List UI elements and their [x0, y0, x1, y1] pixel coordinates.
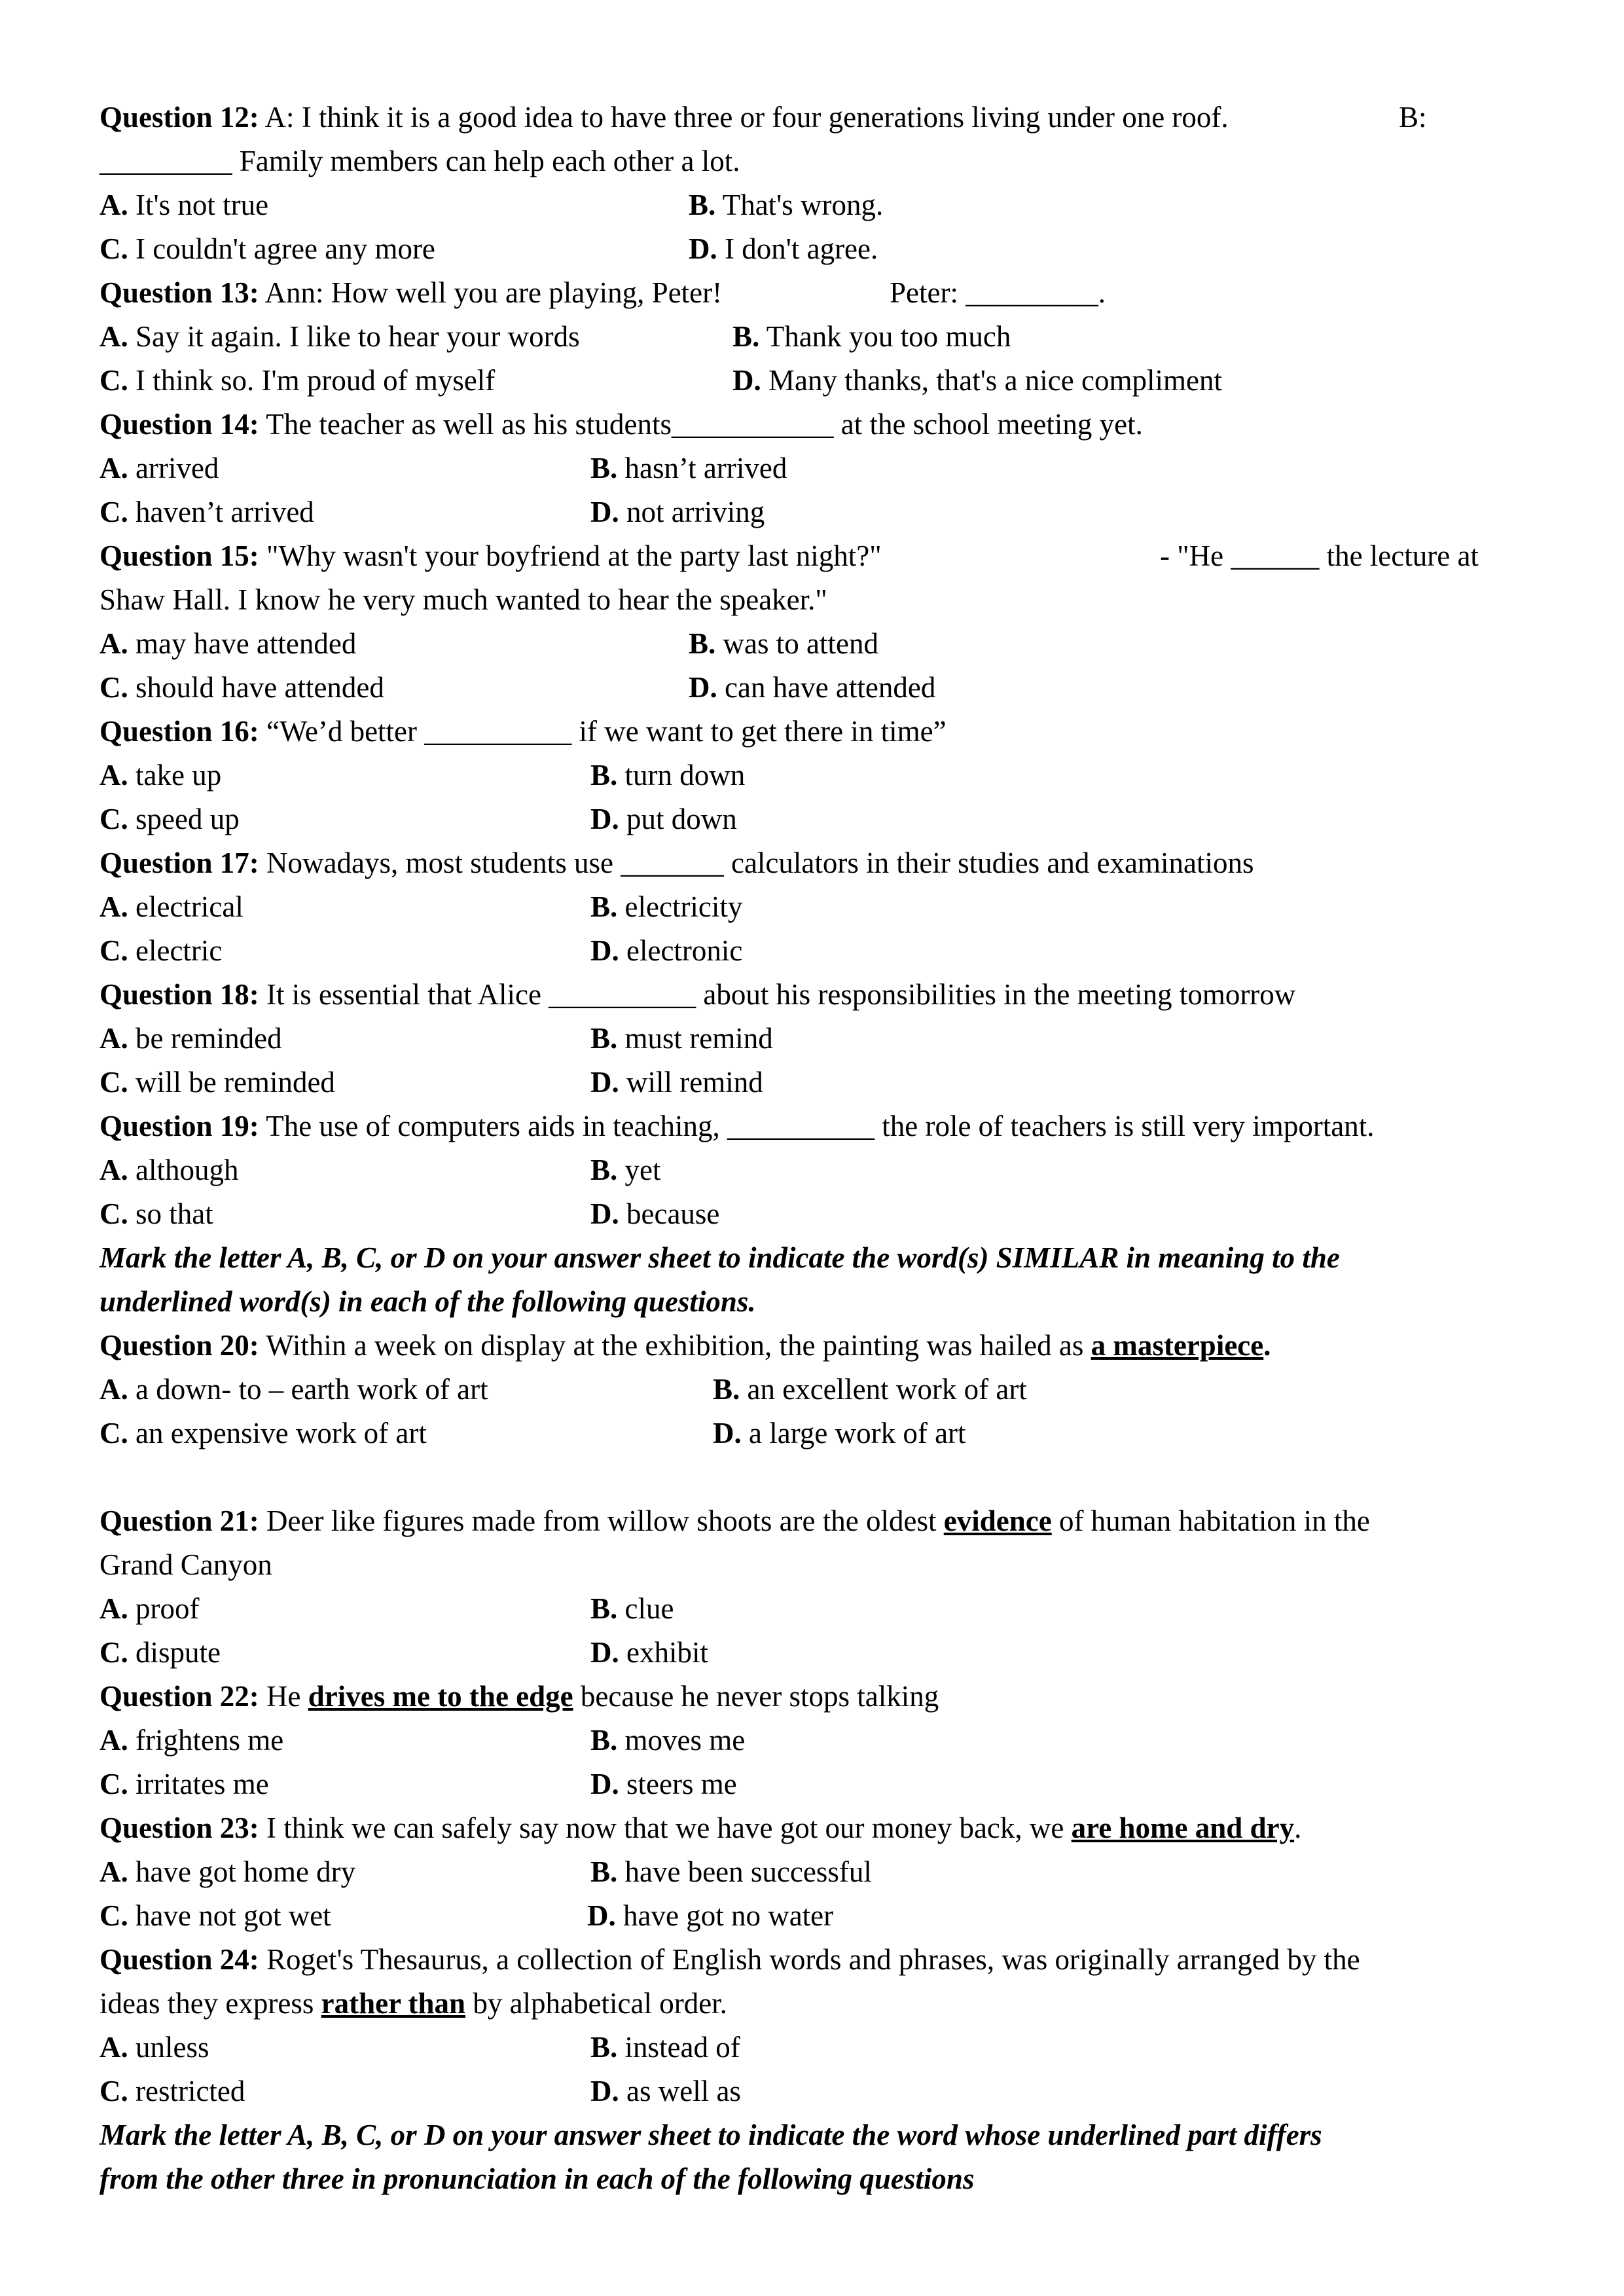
option-row	[99, 1850, 1540, 1894]
option-b[interactable]: B. moves me	[590, 1724, 746, 1757]
option-row	[99, 1368, 1540, 1412]
option-a[interactable]: A. although	[99, 1154, 239, 1186]
question-label: Question 24:	[99, 1943, 259, 1976]
question-text: Shaw Hall. I know he very much wanted to hear the speaker."	[99, 583, 827, 616]
option-d[interactable]: D. will remind	[590, 1066, 763, 1099]
question-21: Question 21: Deer like figures made from willow shoots are the oldest evidence of human habitation in the	[99, 1504, 1370, 1537]
question-15-cont	[99, 578, 1540, 622]
option-a[interactable]: A. electrical	[99, 890, 244, 923]
option-a[interactable]: A. arrived	[99, 452, 219, 484]
question-label: Question 21:	[99, 1504, 259, 1537]
option-c[interactable]: C. restricted	[99, 2075, 245, 2107]
section-instruction: Mark the letter A, B, C, or D on your answer sheet to indicate the word(s) SIMILAR in meaning to the	[99, 1241, 1340, 1274]
question-text: Nowadays, most students use _______ calculators in their studies and examinations	[266, 847, 1254, 879]
peter-reply: Peter: _________.	[890, 276, 1106, 309]
option-b[interactable]: B. yet	[590, 1154, 661, 1186]
question-12-cont	[99, 139, 1540, 183]
option-b[interactable]: B. electricity	[590, 890, 743, 923]
question-label: Question 17:	[99, 847, 259, 879]
underlined-phrase: evidence	[943, 1504, 1052, 1537]
question-text: Ann: How well you are playing, Peter!	[264, 276, 723, 309]
option-a[interactable]: A. a down- to – earth work of art	[99, 1373, 488, 1406]
option-a[interactable]: A. be reminded	[99, 1022, 282, 1055]
option-row	[99, 754, 1540, 797]
option-c[interactable]: C. haven’t arrived	[99, 496, 314, 528]
option-d[interactable]: D. steers me	[590, 1768, 737, 1800]
option-d[interactable]: D. as well as	[590, 2075, 741, 2107]
option-b[interactable]: B. turn down	[590, 759, 746, 792]
option-d[interactable]: D. I don't agree.	[689, 232, 878, 265]
option-row	[99, 929, 1540, 973]
question-label: Question 16:	[99, 715, 259, 748]
question-label: Question 14:	[99, 408, 259, 441]
option-b[interactable]: B. Thank you too much	[732, 320, 1011, 353]
question-14	[99, 403, 1540, 446]
option-b[interactable]: B. must remind	[590, 1022, 773, 1055]
spacer	[99, 1455, 1540, 1499]
section-instruction: Mark the letter A, B, C, or D on your answer sheet to indicate the word whose underlined part differs	[99, 2119, 1322, 2151]
option-a[interactable]: A. have got home dry	[99, 1855, 356, 1888]
section-instruction-cont: underlined word(s) in each of the following questions.	[99, 1285, 756, 1318]
option-d[interactable]: D. can have attended	[689, 671, 936, 704]
option-c[interactable]: C. an expensive work of art	[99, 1417, 427, 1449]
option-a[interactable]: A. unless	[99, 2031, 209, 2064]
option-a[interactable]: A. proof	[99, 1592, 200, 1625]
option-c[interactable]: C. have not got wet	[99, 1899, 331, 1932]
option-row	[99, 797, 1540, 841]
option-a[interactable]: A. take up	[99, 759, 222, 792]
option-b[interactable]: B. That's wrong.	[689, 189, 884, 221]
option-b[interactable]: B. clue	[590, 1592, 674, 1625]
option-d[interactable]: D. Many thanks, that's a nice compliment	[732, 364, 1222, 397]
option-row	[99, 2026, 1540, 2069]
question-18	[99, 973, 1540, 1017]
section-instruction-cont: from the other three in pronunciation in each of the following questions	[99, 2162, 975, 2195]
question-17	[99, 841, 1540, 885]
question-text: It is essential that Alice __________ about his responsibilities in the meeting tomorrow	[266, 978, 1296, 1011]
question-16	[99, 710, 1540, 754]
question-text: He	[266, 1680, 301, 1713]
option-a[interactable]: A. It's not true	[99, 189, 269, 221]
option-a[interactable]: A. Say it again. I like to hear your words	[99, 320, 580, 353]
option-d[interactable]: D. electronic	[590, 934, 743, 967]
option-d[interactable]: D. a large work of art	[713, 1417, 966, 1449]
option-d[interactable]: D. put down	[590, 803, 737, 835]
underlined-phrase: a masterpiece	[1091, 1329, 1264, 1362]
underlined-phrase: are home and dry	[1071, 1812, 1295, 1844]
question-12	[99, 96, 1540, 139]
option-row	[99, 1762, 1540, 1806]
option-row	[99, 1587, 1540, 1631]
option-a[interactable]: A. frightens me	[99, 1724, 284, 1757]
option-row	[99, 227, 1540, 271]
option-d[interactable]: D. because	[590, 1197, 720, 1230]
question-22: Question 22: He drives me to the edge because he never stops talking	[99, 1680, 939, 1713]
speaker-b: B:	[1399, 101, 1427, 134]
question-15	[99, 534, 1540, 578]
option-c[interactable]: C. I couldn't agree any more	[99, 232, 435, 265]
option-c[interactable]: C. I think so. I'm proud of myself	[99, 364, 496, 397]
question-text: A: I think it is a good idea to have three or four generations living under one roof.	[264, 101, 1229, 134]
option-row	[99, 1192, 1540, 1236]
option-b[interactable]: B. was to attend	[689, 627, 878, 660]
option-d[interactable]: D. not arriving	[590, 496, 765, 528]
question-label: Question 23:	[99, 1812, 259, 1844]
option-c[interactable]: C. should have attended	[99, 671, 384, 704]
option-row	[99, 666, 1540, 710]
option-a[interactable]: A. may have attended	[99, 627, 357, 660]
option-row	[99, 1148, 1540, 1192]
option-row	[99, 446, 1540, 490]
option-row	[99, 490, 1540, 534]
option-row	[99, 1894, 1540, 1938]
option-c[interactable]: C. dispute	[99, 1636, 221, 1669]
question-19	[99, 1104, 1540, 1148]
option-b[interactable]: B. have been successful	[590, 1855, 872, 1888]
question-label: Question 12:	[99, 101, 259, 134]
option-row	[99, 1017, 1540, 1061]
option-d[interactable]: D. exhibit	[590, 1636, 708, 1669]
question-21-cont	[99, 1543, 1540, 1587]
question-23: Question 23: I think we can safely say now that we have got our money back, we are home and dry.	[99, 1812, 1302, 1844]
question-text: The teacher as well as his students___________ at the school meeting yet.	[266, 408, 1143, 441]
option-row	[99, 183, 1540, 227]
question-24-cont: ideas they express rather than by alphabetical order.	[99, 1987, 727, 2020]
question-text: I think we can safely say now that we have got our money back, we	[266, 1812, 1064, 1844]
question-label: Question 19:	[99, 1110, 259, 1142]
option-row	[99, 1061, 1540, 1104]
question-label: Question 18:	[99, 978, 259, 1011]
question-label: Question 15:	[99, 539, 259, 572]
question-20: Question 20: Within a week on display at the exhibition, the painting was hailed as a masterpiece.	[99, 1329, 1271, 1362]
underlined-phrase: rather than	[321, 1987, 466, 2020]
option-b[interactable]: B. an excellent work of art	[713, 1373, 1027, 1406]
question-text: _________ Family members can help each other a lot.	[99, 145, 740, 177]
option-row	[99, 2069, 1540, 2113]
option-row	[99, 622, 1540, 666]
option-c[interactable]: C. electric	[99, 934, 223, 967]
option-b[interactable]: B. instead of	[590, 2031, 740, 2064]
option-c[interactable]: C. so that	[99, 1197, 213, 1230]
question-text: Within a week on display at the exhibition, the painting was hailed as	[266, 1329, 1084, 1362]
question-13	[99, 271, 1540, 315]
question-text: The use of computers aids in teaching, __________ the role of teachers is still very important.	[266, 1110, 1375, 1142]
question-text: Roget's Thesaurus, a collection of English words and phrases, was originally arranged by the	[266, 1943, 1360, 1976]
option-row	[99, 1631, 1540, 1675]
option-row	[99, 1412, 1540, 1455]
option-c[interactable]: C. will be reminded	[99, 1066, 335, 1099]
question-label: Question 22:	[99, 1680, 259, 1713]
question-text: “We’d better __________ if we want to get there in time”	[266, 715, 947, 748]
question-label: Question 13:	[99, 276, 259, 309]
option-row	[99, 1719, 1540, 1762]
option-row	[99, 315, 1540, 359]
question-24	[99, 1938, 1540, 1982]
option-b[interactable]: B. hasn’t arrived	[590, 452, 787, 484]
question-text-b: - "He ______ the lecture at	[1160, 539, 1479, 572]
underlined-phrase: drives me to the edge	[308, 1680, 573, 1713]
option-c[interactable]: C. irritates me	[99, 1768, 269, 1800]
question-text: Deer like figures made from willow shoots are the oldest	[266, 1504, 937, 1537]
question-label: Question 20:	[99, 1329, 259, 1362]
option-d[interactable]: D. have got no water	[587, 1899, 834, 1932]
question-list	[99, 96, 1540, 2201]
option-row	[99, 885, 1540, 929]
question-text: "Why wasn't your boyfriend at the party last night?"	[266, 539, 882, 572]
option-row	[99, 359, 1540, 403]
question-text: Grand Canyon	[99, 1548, 272, 1581]
option-c[interactable]: C. speed up	[99, 803, 240, 835]
